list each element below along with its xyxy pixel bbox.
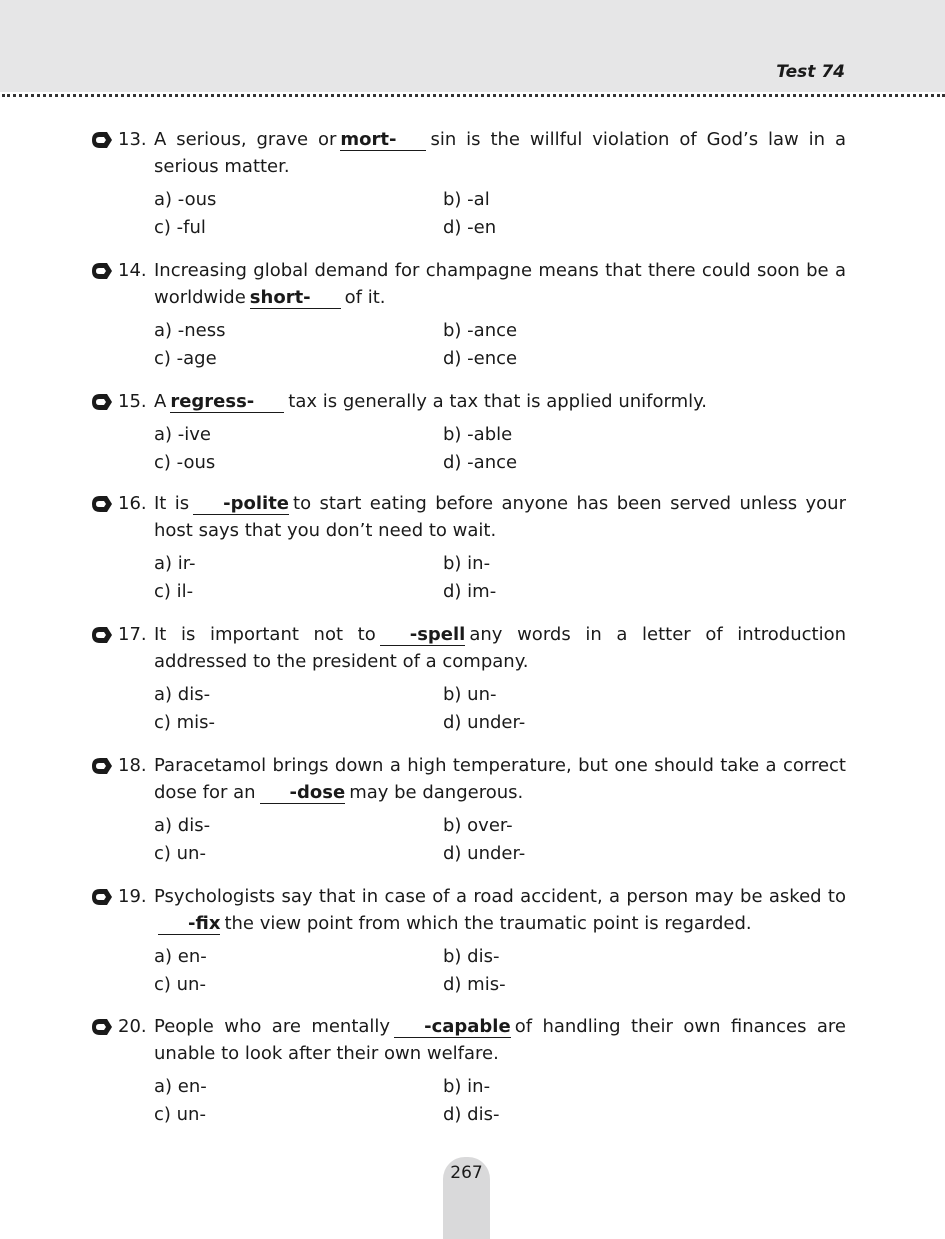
question-19: [90, 883, 846, 998]
options-grid: [154, 1073, 846, 1128]
stem-before: It is important not to: [154, 624, 376, 645]
stem-after: of handling their own finances are unable to look after their own welfare.: [154, 1016, 846, 1064]
options-grid: [154, 812, 846, 867]
question-18: [90, 752, 846, 867]
option-a[interactable]: a) en-: [154, 1076, 207, 1097]
question-stem: [154, 883, 846, 937]
option-b[interactable]: b) -al: [443, 189, 490, 210]
stem-before: Psychologists say that in case of a road accident, a person may be asked to: [154, 886, 846, 907]
arrow-bullet-icon: [90, 130, 114, 150]
option-d[interactable]: d) -ence: [443, 348, 518, 369]
arrow-bullet-icon: [90, 756, 114, 776]
stem-after: of it.: [344, 287, 386, 308]
stem-after: any words in a letter of introduction addressed to the president of a company.: [154, 624, 846, 672]
arrow-bullet-icon: [90, 1017, 114, 1037]
question-number: 19.: [118, 886, 147, 907]
options-grid: [154, 421, 846, 476]
question-stem: [154, 1013, 846, 1067]
dotted-divider: [2, 94, 945, 97]
stem-after: the view point from which the traumatic point is regarded.: [224, 913, 752, 934]
question-15: [90, 388, 846, 476]
option-d[interactable]: d) under-: [443, 712, 526, 733]
options-grid: [154, 550, 846, 605]
option-c[interactable]: c) il-: [154, 581, 194, 602]
stem-after: sin is the willful violation of God’s law in a serious matter.: [154, 129, 846, 177]
question-20: [90, 1013, 846, 1128]
option-a[interactable]: a) -ive: [154, 424, 211, 445]
stem-before: It is: [154, 493, 190, 514]
page-number: 267: [450, 1163, 483, 1183]
question-stem: [154, 490, 846, 544]
option-a[interactable]: a) -ous: [154, 189, 217, 210]
stem-before: Increasing global demand for champagne means that there could soon be a worldwide: [154, 260, 846, 308]
answer-blank: -capable: [394, 1016, 511, 1038]
option-c[interactable]: c) -age: [154, 348, 217, 369]
option-a[interactable]: a) dis-: [154, 815, 211, 836]
options-grid: [154, 186, 846, 241]
option-c[interactable]: c) mis-: [154, 712, 216, 733]
options-grid: [154, 317, 846, 372]
question-13: [90, 126, 846, 241]
option-d[interactable]: d) mis-: [443, 974, 506, 995]
option-b[interactable]: b) in-: [443, 1076, 491, 1097]
stem-before: Paracetamol brings down a high temperature, but one should take a correct dose for an: [154, 755, 846, 803]
answer-blank: -spell: [380, 624, 466, 646]
question-stem: [154, 752, 846, 806]
option-a[interactable]: a) en-: [154, 946, 207, 967]
options-grid: [154, 943, 846, 998]
question-16: [90, 490, 846, 605]
option-b[interactable]: b) -ance: [443, 320, 518, 341]
answer-blank: -dose: [260, 782, 346, 804]
arrow-bullet-icon: [90, 625, 114, 645]
question-number: 18.: [118, 755, 147, 776]
stem-after: to start eating before anyone has been served unless your host says that you don’t need to wait.: [154, 493, 846, 541]
option-c[interactable]: c) un-: [154, 843, 206, 864]
question-stem: [154, 126, 846, 180]
answer-blank: -polite: [193, 493, 289, 515]
option-c[interactable]: c) -ous: [154, 452, 216, 473]
answer-blank: regress-: [170, 391, 284, 413]
stem-before: A: [154, 391, 167, 412]
answer-blank: short-: [250, 287, 341, 309]
arrow-bullet-icon: [90, 494, 114, 514]
question-number: 15.: [118, 391, 147, 412]
option-d[interactable]: d) -ance: [443, 452, 518, 473]
question-number: 16.: [118, 493, 147, 514]
stem-before: A serious, grave or: [154, 129, 337, 150]
answer-blank: -fix: [158, 913, 220, 935]
option-a[interactable]: a) -ness: [154, 320, 226, 341]
option-a[interactable]: a) ir-: [154, 553, 196, 574]
answer-blank: mort-: [340, 129, 426, 151]
arrow-bullet-icon: [90, 887, 114, 907]
test-label: Test 74: [776, 62, 845, 82]
question-14: [90, 257, 846, 372]
stem-after: may be dangerous.: [349, 782, 524, 803]
stem-before: People who are mentally: [154, 1016, 391, 1037]
question-number: 14.: [118, 260, 147, 281]
option-b[interactable]: b) un-: [443, 684, 497, 705]
option-a[interactable]: a) dis-: [154, 684, 211, 705]
question-number: 13.: [118, 129, 147, 150]
option-b[interactable]: b) -able: [443, 424, 513, 445]
question-stem: [154, 388, 846, 415]
option-c[interactable]: c) un-: [154, 974, 206, 995]
arrow-bullet-icon: [90, 392, 114, 412]
option-c[interactable]: c) -ful: [154, 217, 206, 238]
option-c[interactable]: c) un-: [154, 1104, 206, 1125]
question-17: [90, 621, 846, 736]
arrow-bullet-icon: [90, 261, 114, 281]
option-b[interactable]: b) over-: [443, 815, 513, 836]
option-b[interactable]: b) in-: [443, 553, 491, 574]
options-grid: [154, 681, 846, 736]
option-b[interactable]: b) dis-: [443, 946, 500, 967]
stem-after: tax is generally a tax that is applied uniformly.: [288, 391, 707, 412]
question-stem: [154, 257, 846, 311]
question-number: 17.: [118, 624, 147, 645]
option-d[interactable]: d) -en: [443, 217, 497, 238]
question-stem: [154, 621, 846, 675]
option-d[interactable]: d) dis-: [443, 1104, 500, 1125]
question-number: 20.: [118, 1016, 147, 1037]
option-d[interactable]: d) under-: [443, 843, 526, 864]
option-d[interactable]: d) im-: [443, 581, 497, 602]
